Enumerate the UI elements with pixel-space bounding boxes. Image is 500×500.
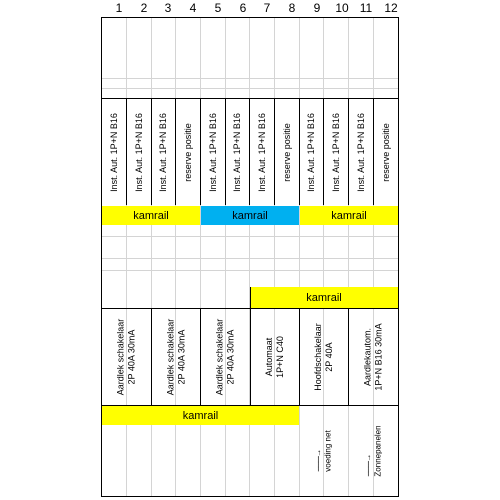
column-number: 2 <box>140 1 148 15</box>
busbar <box>250 287 398 308</box>
busbar <box>300 206 398 225</box>
module-label: Inst. Aut. 1P+N B16 <box>108 112 119 192</box>
column-number: 1 <box>115 1 123 15</box>
module-label: Hoofdschakelaar <box>313 323 324 391</box>
reserve-module <box>275 100 299 204</box>
module-label: Inst. Aut. 1P+N B16 <box>232 112 242 192</box>
module-rating: 2P 40A <box>324 342 335 372</box>
breaker-module <box>300 100 323 204</box>
column-number: 10 <box>335 1 349 15</box>
module-rating: 2P 40A 30mA <box>126 329 137 385</box>
module-rating: 1P+N B16 30mA <box>373 323 384 391</box>
module-rating: 2P 40A 30mA <box>225 329 236 385</box>
module-label: Inst. Aut. 1P+N B16 <box>355 112 366 192</box>
busbar-label: kamrail <box>331 209 367 222</box>
module-label: reserve positie <box>380 122 391 182</box>
arrow-right-icon: ---------→ <box>314 449 323 472</box>
column-number: 8 <box>288 1 296 15</box>
breaker-module <box>226 100 249 204</box>
reserve-module <box>176 100 200 204</box>
column-number: 9 <box>313 1 321 15</box>
module-rating: 1P+N C40 <box>275 336 285 378</box>
module-label: reserve positie <box>281 122 292 182</box>
module-label: Inst. Aut. 1P+N B16 <box>256 112 267 192</box>
note-label: Zonnepanelen <box>373 425 383 477</box>
solar-supply-note <box>351 408 396 494</box>
module-label: Inst. Aut. 1P+N B16 <box>158 112 168 192</box>
breaker-module <box>127 100 151 204</box>
module-label: Inst. Aut. 1P+N B16 <box>306 112 316 192</box>
module-label: reserve positie <box>182 122 193 182</box>
module-label: Inst. Aut. 1P+N B16 <box>133 112 144 192</box>
column-number: 6 <box>239 1 247 15</box>
column-number: 5 <box>214 1 222 15</box>
rcd-module <box>201 309 250 405</box>
module-rating: 2P 40A 30mA <box>176 329 187 385</box>
module-label: Aardlekautom. <box>362 327 373 387</box>
module-label: Aardlek schakelaar <box>214 318 225 396</box>
busbar <box>201 206 299 225</box>
module-label: Inst. Aut. 1P+N B16 <box>330 112 341 192</box>
busbar <box>102 406 299 425</box>
mains-supply-note <box>302 408 346 494</box>
column-number: 4 <box>189 1 197 15</box>
busbar-label: kamrail <box>133 209 169 222</box>
module-label: Automaat <box>264 337 274 377</box>
busbar <box>102 206 200 225</box>
column-number: 3 <box>164 1 172 15</box>
module-label: Inst. Aut. 1P+N B16 <box>207 112 218 192</box>
row-separator <box>101 98 399 99</box>
rcd-module <box>102 309 151 405</box>
breaker-module <box>152 100 175 204</box>
busbar-label: kamrail <box>182 409 219 422</box>
module-label: Aardlek schakelaar <box>115 318 126 396</box>
breaker-module <box>201 100 225 204</box>
main-switch-module <box>300 309 348 405</box>
breaker-module <box>251 309 299 405</box>
column-number: 12 <box>384 1 398 15</box>
rcbo-module <box>349 309 398 405</box>
breaker-module <box>250 100 274 204</box>
module-label: Aardlek schakelaar <box>165 318 176 396</box>
column-number: 11 <box>359 1 373 15</box>
reserve-module <box>374 100 398 204</box>
note-label: voeding net <box>324 430 333 472</box>
busbar-label: kamrail <box>232 209 268 222</box>
breaker-module <box>349 100 373 204</box>
column-number: 7 <box>263 1 271 15</box>
busbar-label: kamrail <box>306 291 342 304</box>
arrow-right-icon: ---------→ <box>363 454 373 477</box>
rcd-module <box>152 309 200 405</box>
breaker-module <box>324 100 348 204</box>
breaker-module <box>102 100 126 204</box>
